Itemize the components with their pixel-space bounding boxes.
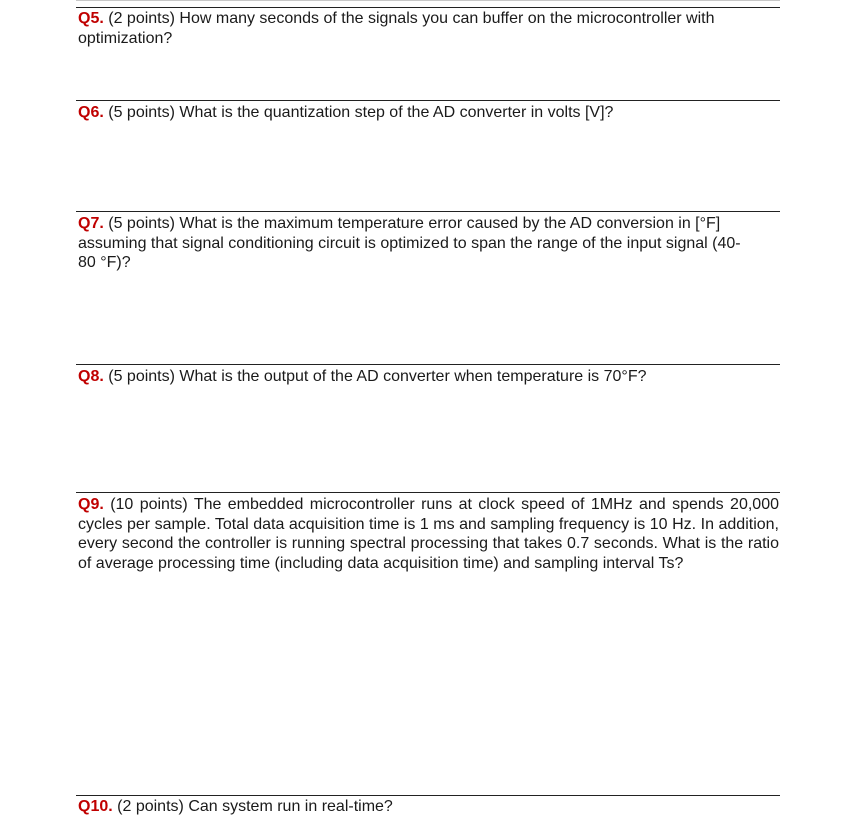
question-number: Q9: [78, 496, 100, 513]
question-number: Q8: [78, 368, 100, 385]
question-number: Q10: [78, 798, 109, 815]
question-q6: [78, 103, 779, 123]
separator-rule: [76, 364, 780, 365]
question-number-period: .: [99, 368, 104, 385]
question-number-period: .: [99, 104, 104, 121]
question-points: (2 points): [108, 10, 175, 27]
question-text: What is the output of the AD converter when temperature is 70°F?: [179, 368, 647, 385]
question-text: What is the maximum temperature error caused by the AD conversion in [°F] assuming that signal conditioning circuit is optimized to span the range of the input signal (40-80 °F)?: [78, 215, 741, 271]
separator-rule: [76, 100, 780, 101]
page-top-edge: [76, 0, 780, 1]
question-number: Q5: [78, 10, 100, 27]
question-q8: [78, 367, 779, 387]
question-q10: [78, 797, 779, 817]
separator-rule: [76, 795, 780, 796]
question-number-period: .: [99, 10, 104, 27]
question-q9: [78, 495, 779, 573]
question-number: Q6: [78, 104, 100, 121]
separator-rule: [76, 211, 780, 212]
question-q7: [78, 214, 748, 273]
question-number-period: .: [108, 798, 113, 815]
question-points: (5 points): [108, 104, 175, 121]
question-q5: [78, 9, 779, 48]
question-text: The embedded microcontroller runs at clock speed of 1MHz and spends 20,000 cycles per sample. Total data acquisition time is 1 ms and sampling frequency is 10 Hz. In addition, every second the controller is running spectral processing that takes 0.7 seconds. What is the ratio of average processing time (including data acquisition time) and sampling interval Ts?: [78, 496, 779, 572]
question-points: (5 points): [108, 215, 175, 232]
question-points: (2 points): [117, 798, 184, 815]
question-text: What is the quantization step of the AD converter in volts [V]?: [179, 104, 614, 121]
question-number-period: .: [99, 215, 104, 232]
separator-rule: [76, 492, 780, 493]
question-number: Q7: [78, 215, 100, 232]
question-points: (10 points): [110, 496, 188, 513]
question-text: Can system run in real-time?: [188, 798, 393, 815]
question-number-period: .: [99, 496, 104, 513]
question-points: (5 points): [108, 368, 175, 385]
question-text: How many seconds of the signals you can buffer on the microcontroller with optimization?: [78, 10, 715, 47]
separator-rule: [76, 7, 780, 8]
